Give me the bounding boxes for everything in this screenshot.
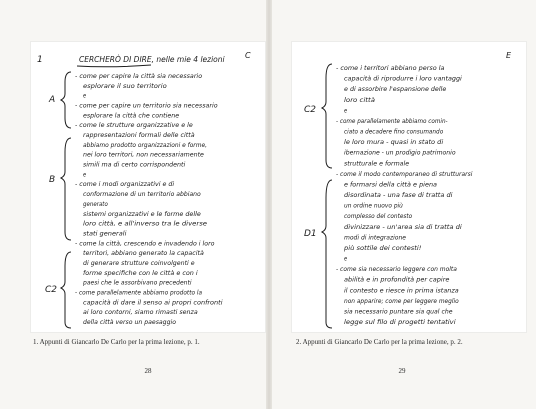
handwritten-line: le loro mura - quasi in stato di (344, 139, 438, 147)
handwritten-line: - come per capire un territorio sia necessario (75, 102, 215, 110)
handwritten-line: e (344, 255, 348, 263)
handwritten-line: ai loro contorni, siamo rimasti senza (83, 309, 196, 317)
handwritten-line: capacità di dare il senso ai propri confronti (83, 299, 216, 307)
handwritten-line: simili ma di certo corrispondenti (83, 161, 184, 169)
handwritten-line: esplorare la città che contiene (83, 112, 178, 120)
handwritten-line: ciato a decadere fino consumando (344, 128, 452, 136)
handwritten-line: - come parallelamente abbiamo comin- (336, 117, 458, 125)
figure-caption: 1. Appunti di Giancarlo De Carlo per la prima lezione, p. 1. (33, 338, 200, 346)
manuscript-scan-page-2 (292, 42, 526, 332)
note-lines-page-1 (75, 72, 223, 326)
circle-mark: E (506, 51, 512, 60)
section-label-a: A (49, 95, 56, 105)
handwritten-line: e (83, 171, 87, 179)
handwritten-line: sistemi organizzativi e le forme delle (83, 210, 198, 218)
handwritten-line: conformazione di un territorio abbiano (83, 191, 203, 199)
section-label-b: B (49, 175, 56, 185)
handwritten-line: strutturale e formale (344, 160, 409, 168)
note-title: CERCHERÒ DI DIRE, nelle mie 4 lezioni (79, 55, 225, 64)
handwritten-line: forme specifiche con le città e con i (83, 269, 194, 277)
handwritten-line: paesi che le assorbivano precedenti (83, 279, 195, 287)
page-mark: 1 (37, 55, 43, 65)
handwritten-line: e (344, 107, 348, 115)
handwritten-line: esplorare il suo territorio (83, 82, 160, 90)
handwritten-notes-page-2 (292, 42, 526, 332)
handwritten-line: - come sia necessario leggere con molta (336, 266, 462, 274)
handwritten-line: sia necessario puntare sia qual che (344, 308, 454, 316)
handwritten-line: non apparire; come per leggere meglio (344, 297, 459, 305)
handwritten-line: - come le strutture organizzative e le (75, 122, 190, 130)
handwritten-line: ibernazione - un prodigio patrimonio (344, 149, 458, 157)
handwritten-line: - come la città, crescendo e invadendo i loro (75, 240, 213, 248)
handwritten-line: di generare strutture coinvolgenti e (83, 260, 194, 267)
handwritten-line: nei loro territori, non necessariamente (83, 151, 203, 159)
page-number: 29 (398, 367, 406, 375)
handwritten-line: - come parallelamente abbiamo prodotto la (75, 289, 210, 297)
handwritten-line: legge sul filo di progetti tentativi (344, 319, 446, 326)
section-label-c2: C2 (45, 285, 58, 295)
page-number: 28 (144, 367, 152, 375)
handwritten-line: disordinata - una fase di tratta di (344, 192, 447, 199)
handwritten-line: e (83, 92, 87, 100)
handwritten-line: - come i territori abbiano perso la (336, 65, 440, 72)
handwritten-line: e formarsi della città e piena (344, 181, 434, 189)
handwritten-line: rappresentazioni formali delle città (83, 132, 192, 139)
handwritten-line: abbiamo prodotto organizzazioni e forme, (83, 141, 213, 149)
handwritten-line: loro città (344, 96, 372, 104)
handwritten-line: della città verso un paesaggio (83, 319, 177, 326)
handwritten-line: divinizzare - un'area sia di tratta di (344, 223, 453, 231)
left-page (0, 0, 266, 409)
handwritten-line: - come per capire la città sia necessario (75, 73, 199, 80)
handwritten-line: il contesto e riesce in prima istanza (344, 287, 455, 295)
handwritten-line: abilità e in profondità per capire (344, 276, 444, 284)
handwritten-notes-page-1 (31, 42, 265, 332)
right-page (272, 0, 536, 409)
handwritten-line: complesso del contesto (344, 213, 418, 221)
handwritten-line: - come i modi organizzativi e di (75, 181, 173, 189)
handwritten-line: stati generali (83, 230, 124, 238)
handwritten-line: un ordine nuovo più (344, 202, 407, 210)
handwritten-line: generato (83, 200, 112, 208)
section-label-d1: D1 (304, 229, 317, 239)
handwritten-line: più sottile dei contesti! (344, 244, 416, 252)
manuscript-scan-page-1 (31, 42, 265, 332)
figure-caption: 2. Appunti di Giancarlo De Carlo per la prima lezione, p. 2. (296, 338, 463, 346)
handwritten-line: - come il modo contemporaneo di strutturarsi (336, 170, 478, 178)
handwritten-line: loro città, e all'inverso tra le diverse (83, 220, 195, 228)
note-lines-page-2 (336, 64, 478, 326)
circle-mark: C (245, 51, 251, 60)
handwritten-line: capacità di riprodurre i loro vantaggi (344, 75, 458, 83)
handwritten-line: territori, abbiano generato la capacità (83, 250, 201, 258)
handwritten-line: e di assorbire l'espansione delle (344, 86, 447, 94)
section-label-c2: C2 (304, 105, 317, 115)
handwritten-line: modi di integrazione (344, 234, 408, 242)
